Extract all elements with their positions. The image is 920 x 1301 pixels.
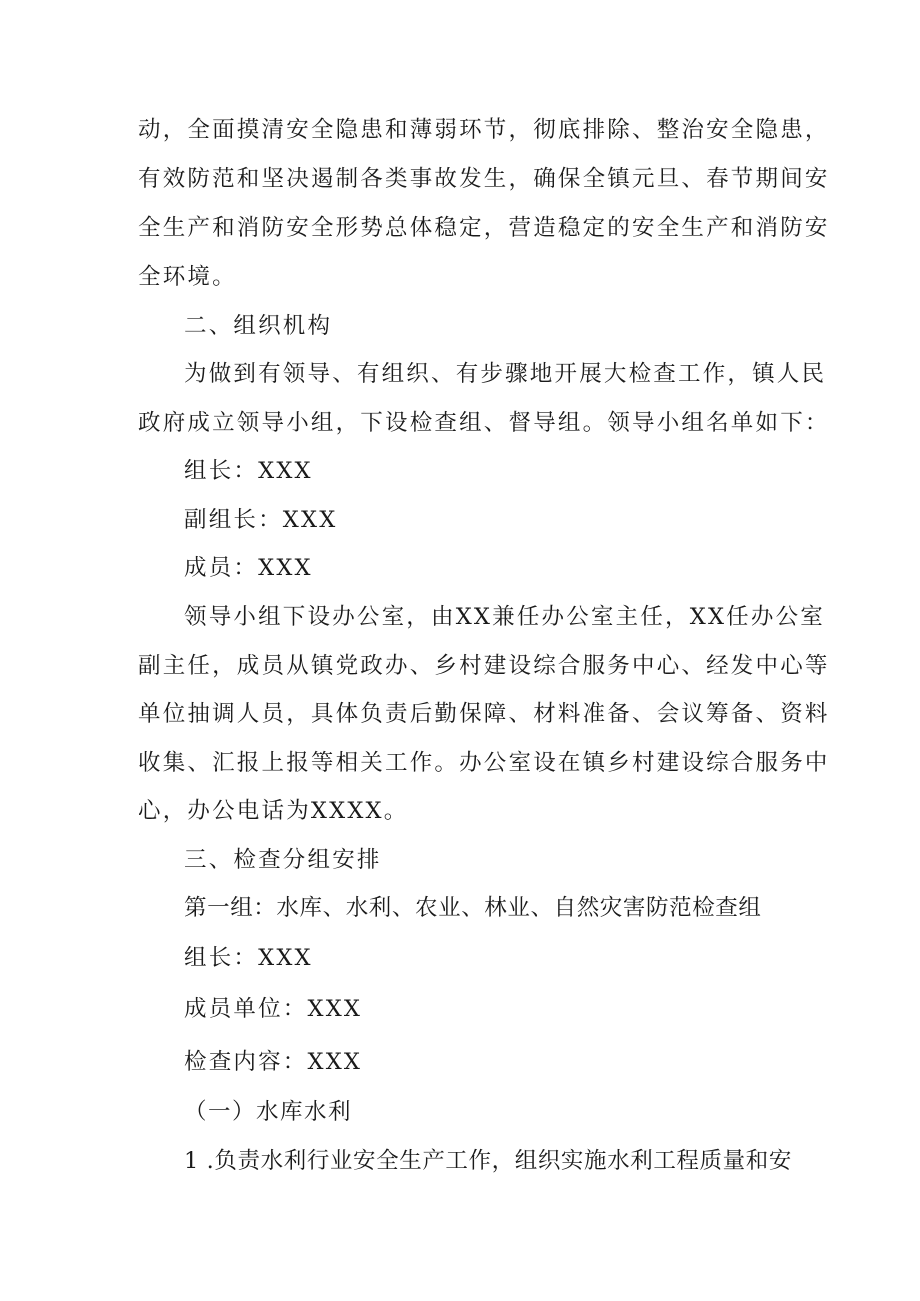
subsection-heading: 第一组：水库、水利、农业、林业、自然灾害防范检查组 — [184, 895, 762, 921]
paragraph-line: 副主任，成员从镇党政办、乡村建设综合服务中心、经发中心等 — [138, 653, 830, 679]
paragraph-line: 单位抽调人员，具体负责后勤保障、材料准备、会议筹备、资料 — [138, 701, 830, 727]
list-item: 成员：XXX — [184, 555, 313, 581]
list-item: 副组长：XXX — [184, 507, 338, 533]
subsection-heading: （一）水库水利 — [184, 1099, 353, 1125]
list-item: 成员单位：XXX — [184, 996, 363, 1022]
paragraph-line: 全环境。 — [138, 264, 237, 290]
section-heading: 三、检查分组安排 — [184, 847, 382, 873]
paragraph-line: 领导小组下设办公室，由XX兼任办公室主任，XX任办公室 — [184, 604, 825, 630]
paragraph-line: 心，办公电话为XXXX。 — [138, 798, 409, 824]
paragraph-line: 动，全面摸清安全隐患和薄弱环节，彻底排除、整治安全隐患， — [138, 117, 830, 143]
list-item: 组长：XXX — [184, 458, 313, 484]
paragraph-line: 收集、汇报上报等相关工作。办公室设在镇乡村建设综合服务中 — [138, 750, 830, 776]
section-heading: 二、组织机构 — [184, 313, 333, 339]
paragraph-line: 全生产和消防安全形势总体稳定，营造稳定的安全生产和消防安 — [138, 215, 830, 241]
paragraph-line: 为做到有领导、有组织、有步骤地开展大检查工作，镇人民 — [184, 361, 827, 387]
paragraph-line: 政府成立领导小组，下设检查组、督导组。领导小组名单如下： — [138, 410, 830, 436]
paragraph-line: 有效防范和坚决遏制各类事故发生，确保全镇元旦、春节期间安 — [138, 166, 830, 192]
numbered-item: 1 .负责水利行业安全生产工作，组织实施水利工程质量和安 — [184, 1148, 792, 1174]
list-item: 组长：XXX — [184, 945, 313, 971]
list-item: 检查内容：XXX — [184, 1049, 363, 1075]
